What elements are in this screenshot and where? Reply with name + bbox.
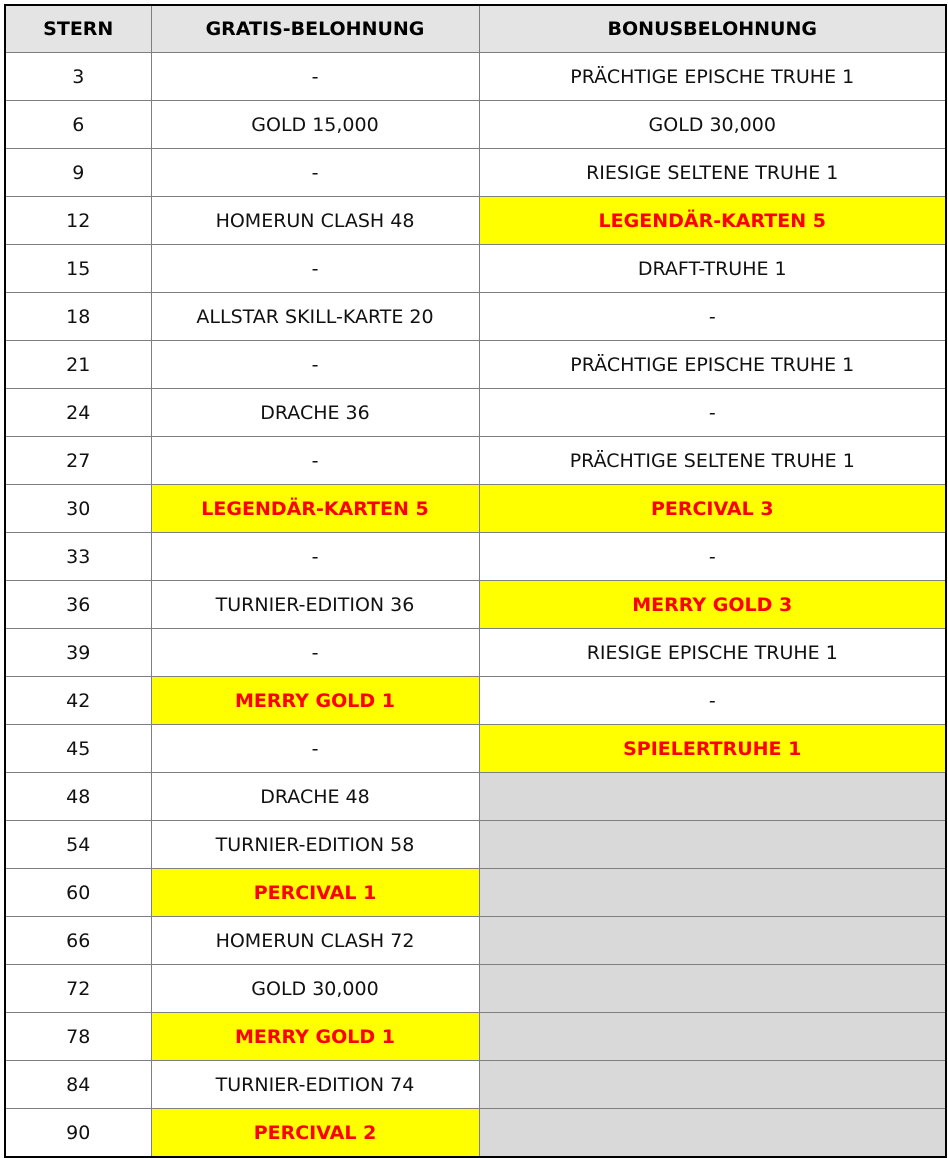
table-row bbox=[5, 149, 946, 197]
bonus-reward-cell: - bbox=[479, 533, 946, 581]
free-reward-cell: TURNIER-EDITION 36 bbox=[151, 581, 479, 629]
free-reward-cell: - bbox=[151, 533, 479, 581]
star-cell: 84 bbox=[5, 1061, 151, 1109]
bonus-reward-cell: RIESIGE SELTENE TRUHE 1 bbox=[479, 149, 946, 197]
bonus-reward-empty-cell bbox=[479, 1061, 946, 1109]
table-row bbox=[5, 437, 946, 485]
star-cell: 6 bbox=[5, 101, 151, 149]
table-row bbox=[5, 629, 946, 677]
table-row bbox=[5, 533, 946, 581]
bonus-reward-cell: MERRY GOLD 3 bbox=[479, 581, 946, 629]
star-cell: 48 bbox=[5, 773, 151, 821]
star-cell: 33 bbox=[5, 533, 151, 581]
star-cell: 78 bbox=[5, 1013, 151, 1061]
star-cell: 12 bbox=[5, 197, 151, 245]
free-reward-cell: DRACHE 48 bbox=[151, 773, 479, 821]
bonus-reward-empty-cell bbox=[479, 1109, 946, 1158]
table-row bbox=[5, 773, 946, 821]
free-reward-cell: ALLSTAR SKILL-KARTE 20 bbox=[151, 293, 479, 341]
free-reward-cell: PERCIVAL 2 bbox=[151, 1109, 479, 1158]
free-reward-cell: - bbox=[151, 149, 479, 197]
star-cell: 9 bbox=[5, 149, 151, 197]
bonus-reward-cell: SPIELERTRUHE 1 bbox=[479, 725, 946, 773]
free-reward-cell: PERCIVAL 1 bbox=[151, 869, 479, 917]
star-cell: 42 bbox=[5, 677, 151, 725]
header-row bbox=[5, 5, 946, 53]
bonus-reward-cell: DRAFT-TRUHE 1 bbox=[479, 245, 946, 293]
bonus-reward-cell: GOLD 30,000 bbox=[479, 101, 946, 149]
bonus-reward-empty-cell bbox=[479, 821, 946, 869]
table-row bbox=[5, 965, 946, 1013]
star-cell: 30 bbox=[5, 485, 151, 533]
free-reward-cell: - bbox=[151, 437, 479, 485]
reward-body bbox=[5, 53, 946, 1158]
free-reward-cell: - bbox=[151, 629, 479, 677]
star-cell: 27 bbox=[5, 437, 151, 485]
table-row bbox=[5, 1061, 946, 1109]
free-reward-cell: MERRY GOLD 1 bbox=[151, 1013, 479, 1061]
table-row bbox=[5, 101, 946, 149]
free-reward-cell: TURNIER-EDITION 74 bbox=[151, 1061, 479, 1109]
bonus-reward-empty-cell bbox=[479, 869, 946, 917]
star-cell: 60 bbox=[5, 869, 151, 917]
free-reward-cell: GOLD 30,000 bbox=[151, 965, 479, 1013]
table-row bbox=[5, 53, 946, 101]
bonus-reward-cell: PRÄCHTIGE EPISCHE TRUHE 1 bbox=[479, 53, 946, 101]
star-cell: 3 bbox=[5, 53, 151, 101]
star-cell: 90 bbox=[5, 1109, 151, 1158]
header-bonus-reward: BONUSBELOHNUNG bbox=[479, 5, 946, 53]
star-cell: 66 bbox=[5, 917, 151, 965]
reward-table bbox=[4, 4, 947, 1158]
header-star: STERN bbox=[5, 5, 151, 53]
table-row bbox=[5, 245, 946, 293]
table-row bbox=[5, 293, 946, 341]
star-cell: 45 bbox=[5, 725, 151, 773]
star-cell: 21 bbox=[5, 341, 151, 389]
star-cell: 15 bbox=[5, 245, 151, 293]
table-row bbox=[5, 677, 946, 725]
star-cell: 72 bbox=[5, 965, 151, 1013]
free-reward-cell: - bbox=[151, 725, 479, 773]
header-free-reward: GRATIS-BELOHNUNG bbox=[151, 5, 479, 53]
table-row bbox=[5, 821, 946, 869]
bonus-reward-empty-cell bbox=[479, 917, 946, 965]
bonus-reward-cell: - bbox=[479, 389, 946, 437]
free-reward-cell: TURNIER-EDITION 58 bbox=[151, 821, 479, 869]
bonus-reward-cell: PERCIVAL 3 bbox=[479, 485, 946, 533]
star-cell: 18 bbox=[5, 293, 151, 341]
free-reward-cell: - bbox=[151, 245, 479, 293]
bonus-reward-cell: - bbox=[479, 293, 946, 341]
table-row bbox=[5, 485, 946, 533]
table-row bbox=[5, 1013, 946, 1061]
free-reward-cell: HOMERUN CLASH 72 bbox=[151, 917, 479, 965]
free-reward-cell: GOLD 15,000 bbox=[151, 101, 479, 149]
bonus-reward-cell: LEGENDÄR-KARTEN 5 bbox=[479, 197, 946, 245]
free-reward-cell: MERRY GOLD 1 bbox=[151, 677, 479, 725]
bonus-reward-cell: RIESIGE EPISCHE TRUHE 1 bbox=[479, 629, 946, 677]
bonus-reward-cell: - bbox=[479, 677, 946, 725]
star-cell: 24 bbox=[5, 389, 151, 437]
bonus-reward-empty-cell bbox=[479, 965, 946, 1013]
free-reward-cell: DRACHE 36 bbox=[151, 389, 479, 437]
star-cell: 54 bbox=[5, 821, 151, 869]
table-row bbox=[5, 197, 946, 245]
bonus-reward-empty-cell bbox=[479, 1013, 946, 1061]
table-row bbox=[5, 917, 946, 965]
free-reward-cell: LEGENDÄR-KARTEN 5 bbox=[151, 485, 479, 533]
table-row bbox=[5, 725, 946, 773]
table-row bbox=[5, 581, 946, 629]
bonus-reward-cell: PRÄCHTIGE SELTENE TRUHE 1 bbox=[479, 437, 946, 485]
free-reward-cell: HOMERUN CLASH 48 bbox=[151, 197, 479, 245]
star-cell: 39 bbox=[5, 629, 151, 677]
table-row bbox=[5, 389, 946, 437]
table-row bbox=[5, 1109, 946, 1158]
table-row bbox=[5, 869, 946, 917]
star-cell: 36 bbox=[5, 581, 151, 629]
table-row bbox=[5, 341, 946, 389]
free-reward-cell: - bbox=[151, 341, 479, 389]
bonus-reward-empty-cell bbox=[479, 773, 946, 821]
free-reward-cell: - bbox=[151, 53, 479, 101]
bonus-reward-cell: PRÄCHTIGE EPISCHE TRUHE 1 bbox=[479, 341, 946, 389]
